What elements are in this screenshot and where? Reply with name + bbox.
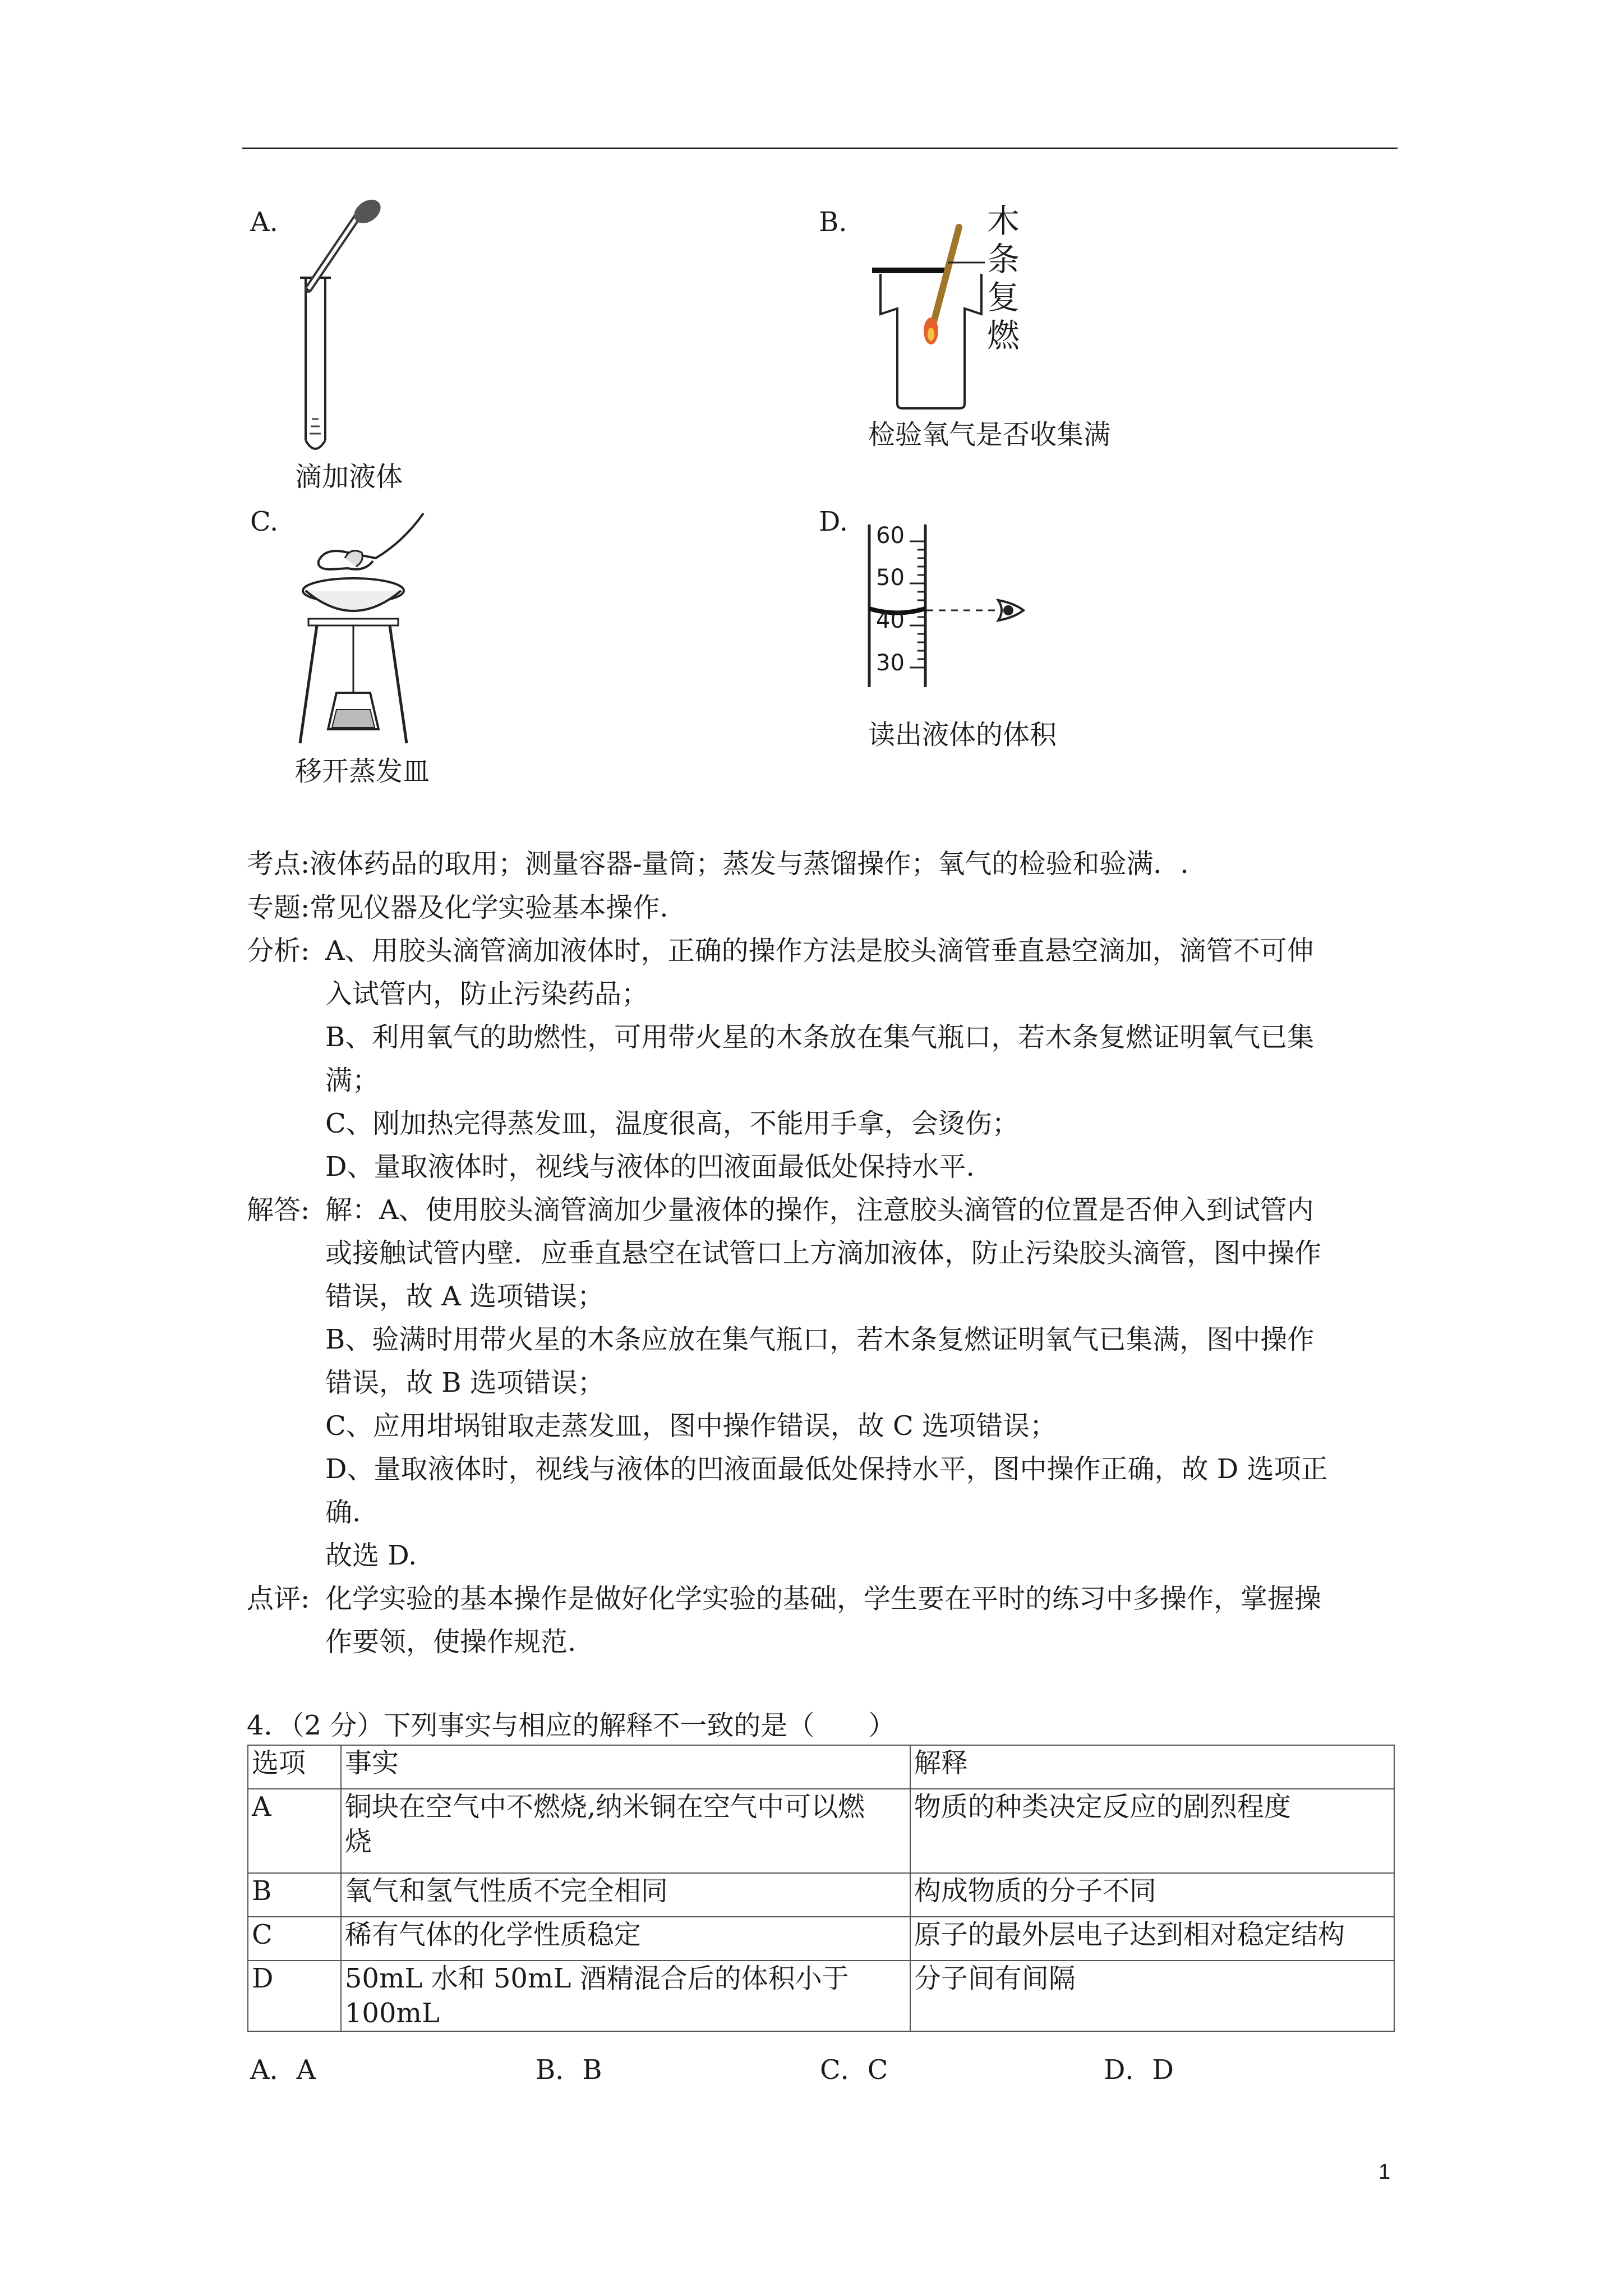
fact-cell: 稀有气体的化学性质稳定: [341, 1917, 910, 1961]
fenxi-line: B、利用氧气的助燃性，可用带火星的木条放在集气瓶口，若木条复燃证明氧气已集: [325, 1022, 1315, 1053]
table-row: [248, 1873, 1394, 1917]
fenxi-line: D、量取液体时，视线与液体的凹液面最低处保持水平.: [325, 1151, 975, 1182]
fenxi-line: A、用胶头滴管滴加液体时，正确的操作方法是胶头滴管垂直悬空滴加，滴管不可伸: [325, 935, 1314, 967]
evaporating-dish-figure: [292, 508, 426, 749]
fact-cell: 50mL 水和 50mL 酒精混合后的体积小于 100mL: [341, 1961, 910, 2031]
dianping-line: 化学实验的基本操作是做好化学实验的基础，学生要在平时的练习中多操作，掌握操: [325, 1583, 1322, 1614]
side-label-char: 木: [987, 202, 1020, 240]
figure-b-caption: 检验氧气是否收集满: [868, 419, 1111, 450]
header-cell: 解释: [910, 1745, 1394, 1789]
jieda-label: 解答:: [247, 1194, 310, 1226]
explain-cell: 构成物质的分子不同: [910, 1873, 1394, 1917]
header-rule: [242, 148, 1398, 149]
fact-line: 烧: [344, 1826, 372, 1857]
figure-b-side-label: [987, 202, 1020, 355]
figure-d-caption: 读出液体的体积: [868, 719, 1057, 751]
dianping-section: [247, 1577, 1402, 1664]
fact-cell: [341, 1789, 910, 1873]
jieda-line: 或接触试管内壁．应垂直悬空在试管口上方滴加液体，防止污染胶头滴管，图中操作: [325, 1237, 1322, 1269]
kaodian-section: [247, 843, 1402, 886]
cylinder-tick-label-40: 40: [876, 608, 905, 633]
explain-cell: 物质的种类决定反应的剧烈程度: [910, 1789, 1394, 1873]
fact-cell: 氧气和氢气性质不完全相同: [341, 1873, 910, 1917]
option-cell: A: [248, 1789, 341, 1873]
question-4-stem: 4．（2 分）下列事实与相应的解释不一致的是（ ）: [247, 1710, 896, 1741]
fact-line: 铜块在空气中不燃烧,纳米铜在空气中可以燃: [344, 1791, 865, 1823]
jieda-line: 故选 D.: [325, 1540, 417, 1571]
choice-d: D．D: [1104, 2054, 1174, 2086]
dropper-test-tube-figure: [292, 199, 404, 457]
dianping-label: 点评:: [247, 1583, 310, 1614]
cylinder-tick-label-50: 50: [876, 565, 905, 591]
cylinder-tick-label-30: 30: [876, 650, 905, 676]
kaodian-label: 考点:: [247, 848, 310, 880]
header-cell: 事实: [341, 1745, 910, 1789]
jieda-line: D、量取液体时，视线与液体的凹液面最低处保持水平，图中操作正确，故 D 选项正: [325, 1453, 1328, 1485]
figure-a-caption: 滴加液体: [295, 461, 403, 493]
figure-c-letter: C.: [250, 506, 279, 537]
option-cell: C: [248, 1917, 341, 1961]
choice-c: C．C: [820, 2054, 888, 2086]
side-label-char: 燃: [987, 316, 1020, 355]
figure-d-letter: D.: [819, 506, 849, 537]
figure-c-caption: 移开蒸发皿: [295, 756, 430, 787]
fenxi-line: 入试管内，防止污染药品；: [325, 978, 649, 1010]
figure-a-letter: A.: [250, 206, 278, 238]
explain-cell: 分子间有间隔: [910, 1961, 1394, 2031]
figure-b-letter: B.: [819, 206, 847, 238]
jieda-line: C、应用坩埚钳取走蒸发皿，图中操作错误，故 C 选项错误；: [325, 1410, 1057, 1442]
table-row: [248, 1961, 1394, 2031]
facts-table: [247, 1745, 1395, 2032]
zhuanti-text: 常见仪器及化学实验基本操作.: [310, 892, 668, 923]
fenxi-label: 分析:: [247, 935, 310, 967]
page-number: 1: [1378, 2160, 1391, 2184]
dianping-line: 作要领，使操作规范.: [325, 1626, 577, 1658]
side-label-char: 复: [987, 278, 1020, 316]
table-row: [248, 1789, 1394, 1873]
cylinder-tick-label-60: 60: [876, 523, 905, 549]
jieda-line: 确.: [325, 1497, 361, 1528]
kaodian-text: 液体药品的取用；测量容器-量筒；蒸发与蒸馏操作；氧气的检验和验满．.: [310, 848, 1189, 880]
jieda-line: 错误，故 B 选项错误；: [325, 1367, 605, 1398]
fenxi-section: [247, 930, 1402, 1189]
jieda-line: B、验满时用带火星的木条应放在集气瓶口，若木条复燃证明氧气已集满，图中操作: [325, 1324, 1315, 1355]
option-cell: B: [248, 1873, 341, 1917]
header-cell: 选项: [248, 1745, 341, 1789]
choice-a: A．A: [250, 2054, 316, 2086]
jieda-section: [247, 1189, 1402, 1577]
table-header-row: [248, 1745, 1394, 1789]
option-cell: D: [248, 1961, 341, 2031]
fenxi-line: 满；: [325, 1065, 380, 1096]
zhuanti-section: [247, 886, 1402, 930]
jieda-line: 解：A、使用胶头滴管滴加少量液体的操作，注意胶头滴管的位置是否伸入到试管内: [325, 1194, 1314, 1226]
choice-b: B．B: [536, 2054, 602, 2086]
explain-cell: 原子的最外层电子达到相对稳定结构: [910, 1917, 1394, 1961]
fenxi-line: C、刚加热完得蒸发皿，温度很高，不能用手拿，会烫伤；: [325, 1108, 1019, 1139]
zhuanti-label: 专题:: [247, 892, 310, 923]
table-row: [248, 1917, 1394, 1961]
side-label-char: 条: [987, 240, 1020, 278]
jieda-line: 错误，故 A 选项错误；: [325, 1281, 605, 1312]
